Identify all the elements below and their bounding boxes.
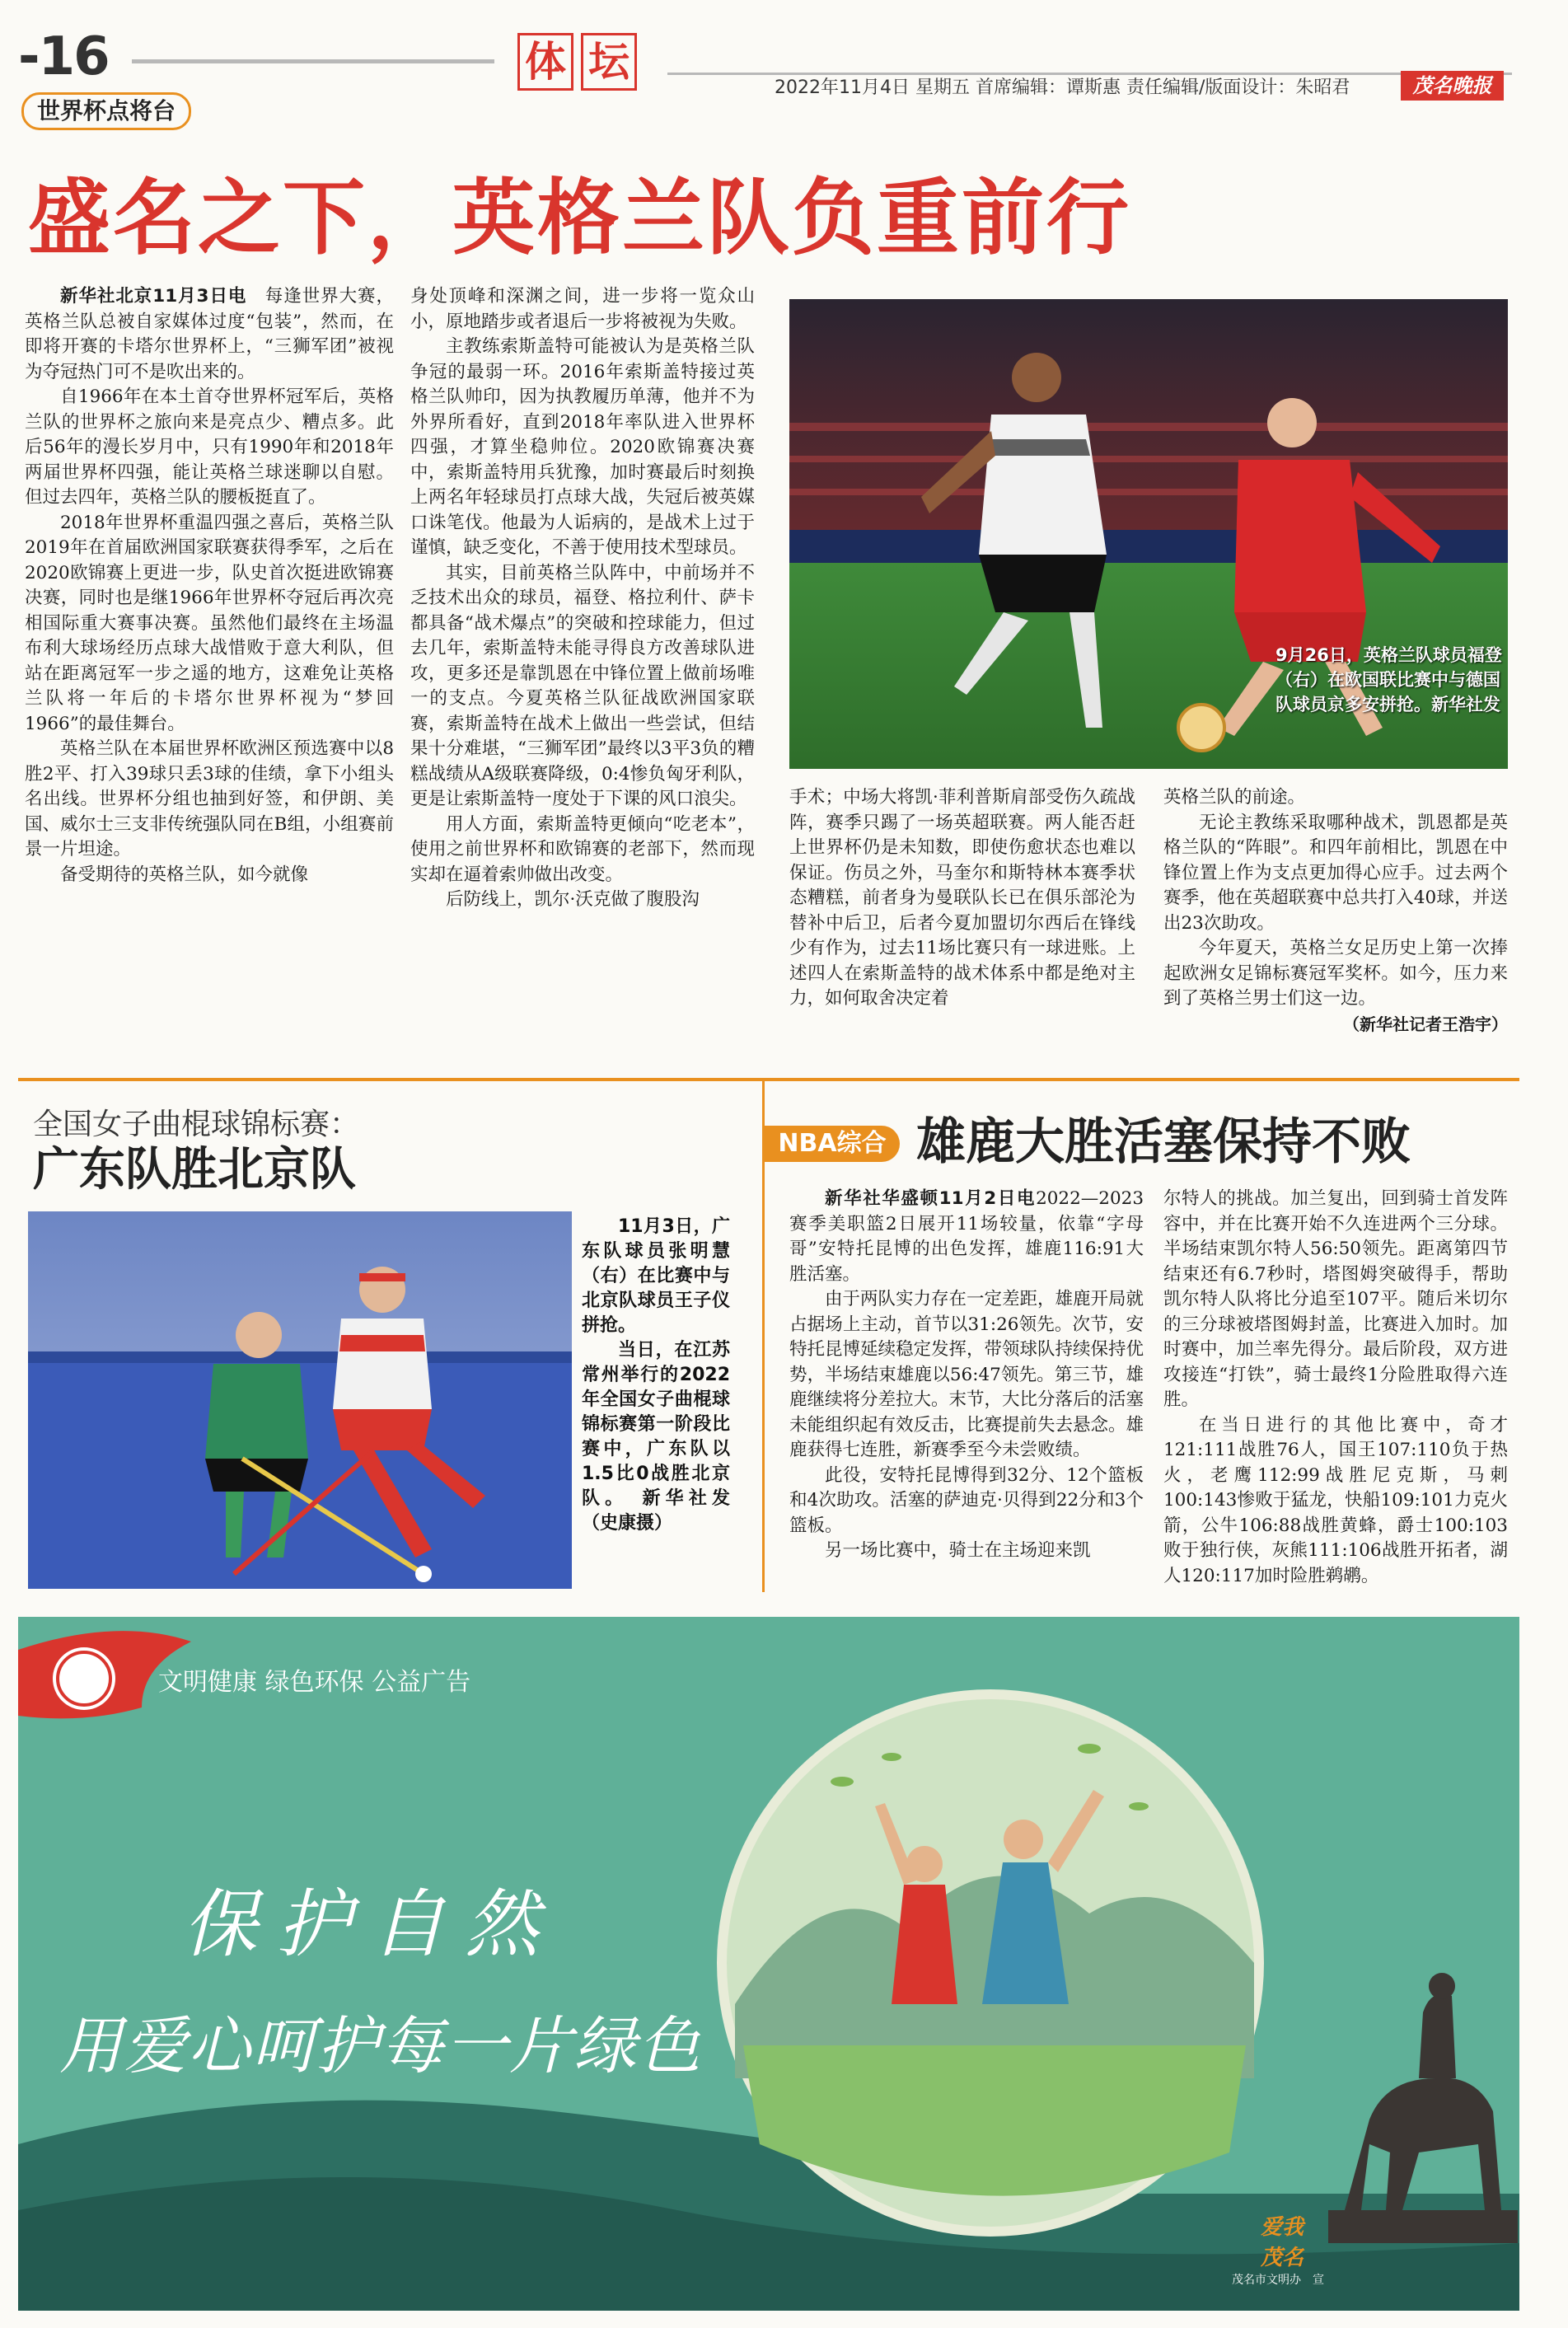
ad-brand-line1: 爱我 xyxy=(1260,2215,1304,2240)
hockey-ball xyxy=(415,1566,432,1582)
hockey-photo-caption xyxy=(582,1215,730,1536)
article1-paragraph xyxy=(25,284,394,385)
dateline: 新华社华盛顿11月2日电 xyxy=(825,1188,1037,1209)
column-tag xyxy=(21,92,191,130)
article3-headline: 雄鹿大胜活塞保持不败 xyxy=(916,1113,1411,1171)
football-photo-caption: 9月26日，英格兰队球员福登（右）在欧国联比赛中与德国队球员京多安拼抢。新华社发 xyxy=(1275,645,1502,714)
article1-column-3 xyxy=(789,785,1135,1012)
hockey-photo xyxy=(28,1211,572,1589)
article1-byline: （新华社记者王浩宇） xyxy=(1343,1014,1508,1034)
article1-paragraph: 手术；中场大将凯·菲利普斯肩部受伤久疏战阵，赛季只踢了一场英超联赛。两人能否赶上世界杯仍是未知数，即使伤愈状态也难以保证。伤员之外，马奎尔和斯特林本赛季状态糟糕，前者身为曼联队长已在俱乐部沦为替补中后卫，后者今夏加盟切尔西后在锋线少有作为，过去11场比赛只有一球进账。上述四人在索斯盖特的战术体系中都是绝对主力，如何取舍决定着 xyxy=(789,787,1135,1009)
column-tag-label: 世界杯点将台 xyxy=(21,92,191,130)
hockey-photo-art xyxy=(28,1211,572,1589)
hockey-caption-line: 当日，在江苏常州举行的2022年全国女子曲棍球锦标赛第一阶段比赛中，广东队以1.5比0战胜北京队。 新华社发（史康摄） xyxy=(582,1340,730,1534)
article3-paragraph xyxy=(789,1187,1144,1287)
paragraph-text: 2022—2023赛季美职篮2日展开11场较量，依靠“字母哥”安特托昆博的出色发挥，雄鹿116:91大胜活塞。 xyxy=(789,1188,1144,1285)
nba-tag: NBA综合 xyxy=(765,1126,900,1162)
article1-column-2 xyxy=(410,284,755,913)
article1-headline: 盛名之下，英格兰队负重前行 xyxy=(28,170,1131,266)
section-char-2: 坛 xyxy=(581,33,637,91)
article-divider xyxy=(18,1078,1519,1081)
article1-column-1 xyxy=(25,284,394,888)
article1-paragraph: 备受期待的英格兰队，如今就像 xyxy=(60,864,309,885)
ad-slogan-2: 用爱心呵护每一片绿色 xyxy=(59,2009,702,2082)
article3-paragraph: 尔特人的挑战。加兰复出，回到骑士首发阵容中，并在比赛开始不久连进两个三分球。半场结束凯尔特人56:50领先。距离第四节结束还有6.7秒时，塔图姆突破得手，帮助凯尔特人队将比分追至107平。随后米切尔的三分球被塔图姆封盖，比赛进入加时。加时赛中，加兰率先得分。最后阶段，双方进攻接连“打铁”，骑士最终1分险胜取得六连胜。 xyxy=(1163,1188,1508,1410)
article1-paragraph: 自1966年在本土首夺世界杯冠军后，英格兰队的世界杯之旅向来是亮点少、糟点多。此后56年的漫长岁月中，只有1990年和2018年两届世界杯四强，能让英格兰球迷聊以自慰。但过去四年，英格兰队的腰板挺直了。 xyxy=(25,386,394,508)
dateline: 新华社北京11月3日电 xyxy=(60,286,247,307)
article3-paragraph: 由于两队实力存在一定差距，雄鹿开局就占据场上主动，首节以31:26领先。次节，安特托昆博延续稳定发挥，带领球队持续保持优势，半场结束雄鹿以56:47领先。第三节，雄鹿继续将分差拉大。末节，大比分落后的活塞未能组织起有效反击，比赛提前失去悬念。雄鹿获得七连胜，新赛季至今未尝败绩。 xyxy=(789,1289,1144,1460)
paragraph-text: 每逢世界大赛，英格兰队总被自家媒体过度“包装”，然而，在即将开赛的卡塔尔世界杯上，“三狮军团”被视为夺冠热门可不是吹出来的。 xyxy=(25,286,394,382)
ad-brand-line2: 茂名 xyxy=(1260,2246,1304,2270)
hockey-caption-line: 11月3日，广东队球员张明慧（右）在比赛中与北京队球员王子仪拼抢。 xyxy=(582,1216,730,1336)
article1-paragraph: 2018年世界杯重温四强之喜后，英格兰队2019年在首届欧洲国家联赛获得季军，之后在2020欧锦赛上更进一步，队史首次挺进欧锦赛决赛，同时也是继1966年世界杯夺冠后再次亮相国际重大赛事决赛。虽然他们最终在主场温布利大球场经历点球大战惜败于意大利队，但站在距离冠军一步之遥的地方，这难免让英格兰队将一年后的卡塔尔世界杯视为“梦回1966”的最佳舞台。 xyxy=(25,512,394,734)
article3-column-2 xyxy=(1163,1187,1508,1589)
header-meta-line: 2022年11月4日 星期五 首席编辑：谭斯惠 责任编辑/版面设计：朱昭君 xyxy=(775,77,1350,98)
article3-paragraph: 此役，安特托昆博得到32分、12个篮板和4次助攻。活塞的萨迪克·贝得到22分和3个篮板。 xyxy=(789,1464,1144,1536)
article1-column-4 xyxy=(1163,785,1508,1037)
section-title xyxy=(517,33,637,99)
article3-column-1 xyxy=(789,1187,1144,1564)
public-service-ad xyxy=(18,1617,1519,2311)
ad-brand-small: 茂名市文明办 宣 xyxy=(1232,2274,1324,2287)
article1-paragraph: 用人方面，索斯盖特更倾向“吃老本”，使用之前世界杯和欧锦赛的老部下，然而现实却在逼着索帅做出改变。 xyxy=(410,813,755,885)
article3-paragraph: 在当日进行的其他比赛中，奇才121:111战胜76人，国王107:110负于热火，老鹰112:99战胜尼克斯，马刺100:143惨败于猛龙，快船109:101力克火箭，公牛106:88战胜黄蜂，爵士100:103败于独行侠，灰熊111:106战胜开拓者，湖人120:117加时险胜鹈鹕。 xyxy=(1163,1414,1508,1586)
article1-paragraph: 无论主教练采取哪种战术，凯恩都是英格兰队的“阵眼”。和四年前相比，凯恩在中锋位置上作为支点更加得心应手。过去两个赛季，他在英超联赛中总共打入40球，并送出23次助攻。 xyxy=(1163,812,1508,934)
section-char-1: 体 xyxy=(517,33,573,91)
article1-paragraph: 英格兰队的前途。 xyxy=(1163,787,1306,808)
article1-paragraph: 后防线上，凯尔·沃克做了腹股沟 xyxy=(446,889,700,910)
paper-logo: 茂名晚报 xyxy=(1401,71,1504,101)
ad-top-line: 文明健康 绿色环保 公益广告 xyxy=(158,1668,471,1697)
article2-headline: 广东队胜北京队 xyxy=(33,1143,356,1197)
article1-paragraph: 英格兰队在本届世界杯欧洲区预选赛中以8胜2平、打入39球只丢3球的佳绩，拿下小组头名出线。世界杯分组也抽到好签，和伊朗、美国、威尔士三支非传统强队同在B组，小组赛前景一片坦途。 xyxy=(25,738,394,860)
article3-paragraph: 另一场比赛中，骑士在主场迎来凯 xyxy=(825,1540,1091,1561)
page-number: -16 xyxy=(18,26,109,87)
article1-paragraph: 今年夏天，英格兰女足历史上第一次捧起欧洲女足锦标赛冠军奖杯。如今，压力来到了英格兰男士们这一边。 xyxy=(1163,938,1508,1009)
ad-brand xyxy=(1233,2210,1332,2288)
ad-slogan-1: 保护自然 xyxy=(183,1881,559,1968)
header-rule-right xyxy=(667,73,1512,75)
article1-paragraph: 主教练索斯盖特可能被认为是英格兰队争冠的最弱一环。2016年索斯盖特接过英格兰队帅印，因为执教履历单薄，他并不为外界所看好，直到2018年率队进入世界杯四强，才算坐稳帅位。2020欧锦赛决赛中，索斯盖特用兵犹豫，加时赛最后时刻换上两名年轻球员打点球大战，失冠后被英媒口诛笔伐。他最为人诟病的，是战术上过于谨慎，缺乏变化，不善于使用技术型球员。 xyxy=(410,336,755,558)
article1-paragraph: 其实，目前英格兰队阵中，中前场并不乏技术出众的球员，福登、格拉利什、萨卡都具备“战术爆点”的突破和控球能力，但过去几年，索斯盖特未能寻得良方改善球队进攻，更多还是靠凯恩在中锋位置上做前场唯一的支点。今夏英格兰队征战欧洲国家联赛，索斯盖特在战术上做出一些尝试，但结果十分难堪，“三狮军团”最终以3平3负的糟糕战绩从A级联赛降级，0:4惨负匈牙利队，更是让索斯盖特一度处于下课的风口浪尖。 xyxy=(410,562,755,809)
header-rule-left xyxy=(132,59,494,63)
football xyxy=(1178,705,1224,751)
article2-kicker: 全国女子曲棍球锦标赛： xyxy=(33,1108,360,1141)
article1-paragraph: 身处顶峰和深渊之间，进一步将一览众山小，原地踏步或者退后一步将被视为失败。 xyxy=(410,286,755,332)
